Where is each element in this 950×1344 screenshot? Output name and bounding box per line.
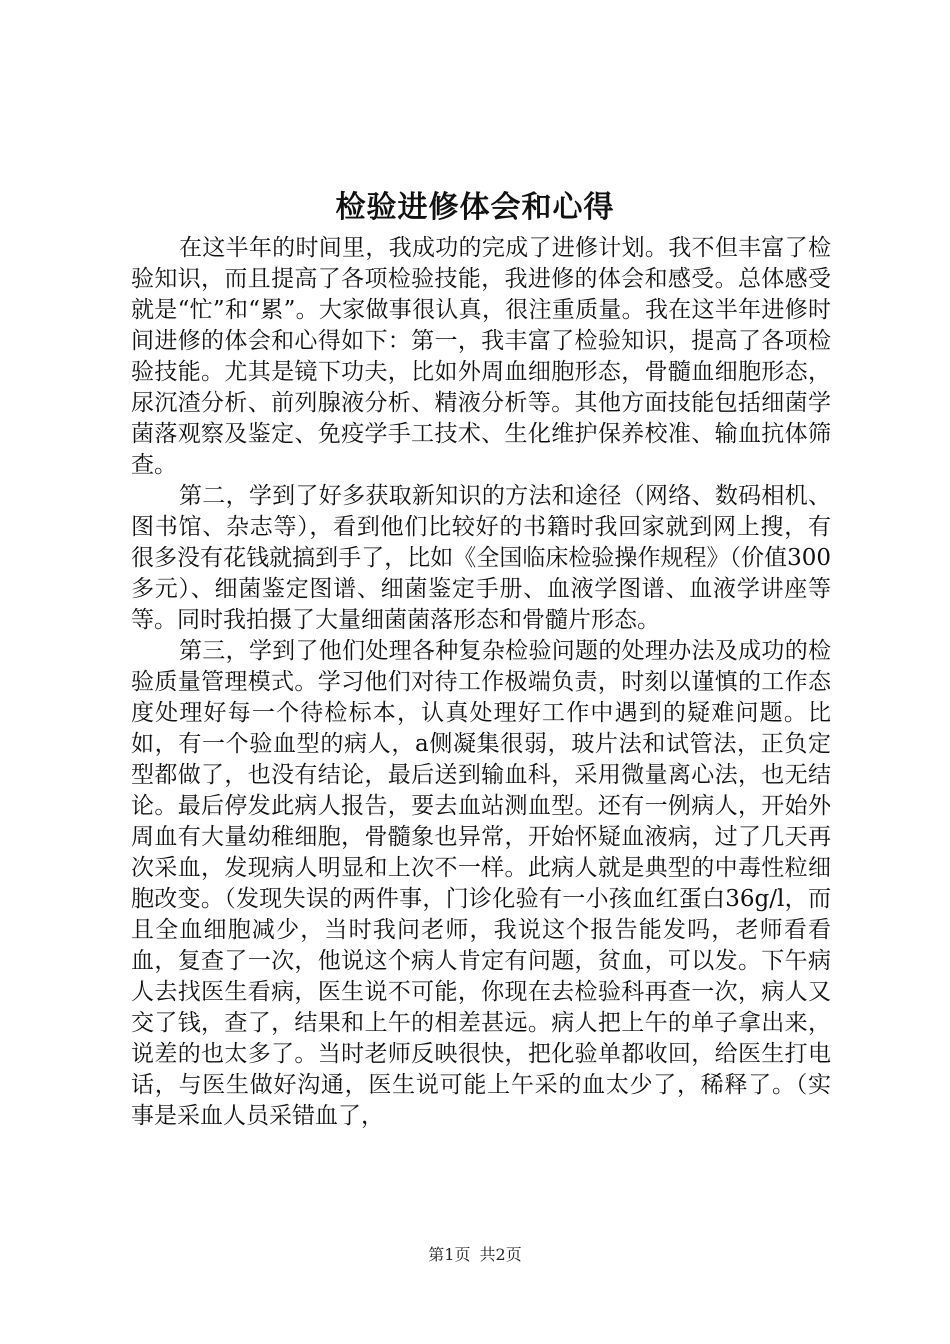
paragraph-2: 第二，学到了好多获取新知识的方法和途径（网络、数码相机、图书馆、杂志等），看到他们比较好的书籍时我回家就到网上搜，有很多没有花钱就搞到手了，比如《全国临床检验操作规程》（价值300多元）、细菌鉴定图谱、细菌鉴定手册、血液学图谱、血液学讲座等等。同时我拍摄了大量细菌菌落形态和骨髓片形态。 (131, 483, 831, 633)
document-title: 检验进修体会和心得 (335, 190, 615, 225)
paragraph-3: 第三，学到了他们处理各种复杂检验问题的处理办法及成功的检验质量管理模式。学习他们对待工作极端负责，时刻以谨慎的工作态度处理好每一个待检标本，认真处理好工作中遇到的疑难问题。比如，有一个验血型的病人，a侧凝集很弱，玻片法和试管法，正负定型都做了，也没有结论，最后送到输血科，采用微量离心法，也无结论。最后停发此病人报告，要去血站测血型。还有一例病人，开始外周血有大量幼稚细胞，骨髓象也异常，开始怀疑血液病，过了几天再次采血，发现病人明显和上次不一样。此病人就是典型的中毒性粒细胞改变。（发现失误的两件事，门诊化验有一小孩血红蛋白36g/l，而且全血细胞减少，当时我问老师，我说这个报告能发吗，老师看看血，复查了一次，他说这个病人肯定有问题，贫血，可以发。下午病人去找医生看病，医生说不可能，你现在去检验科再查一次，病人又交了钱，查了，结果和上午的相差甚远。病人把上午的单子拿出来，说差的也太多了。当时老师反映很快，把化验单都收回，给医生打电话，与医生做好沟通，医生说可能上午采的血太少了，稀释了。（实事是采血人员采错血了， (131, 638, 831, 1129)
page-footer (0, 1244, 950, 1266)
document-body (131, 233, 831, 1132)
page-total: 共2页 (479, 1245, 522, 1264)
paragraph-1: 在这半年的时间里，我成功的完成了进修计划。我不但丰富了检验知识，而且提高了各项检验技能，我进修的体会和感受。总体感受就是“忙”和“累”。大家做事很认真，很注重质量。我在这半年进修时间进修的体会和心得如下：第一，我丰富了检验知识，提高了各项检验技能。尤其是镜下功夫，比如外周血细胞形态，骨髓血细胞形态，尿沉渣分析、前列腺液分析、精液分析等。其他方面技能包括细菌学菌落观察及鉴定、免疫学手工技术、生化维护保养校准、输血抗体筛查。 (131, 235, 831, 478)
page-number: 第1页 (428, 1245, 471, 1264)
